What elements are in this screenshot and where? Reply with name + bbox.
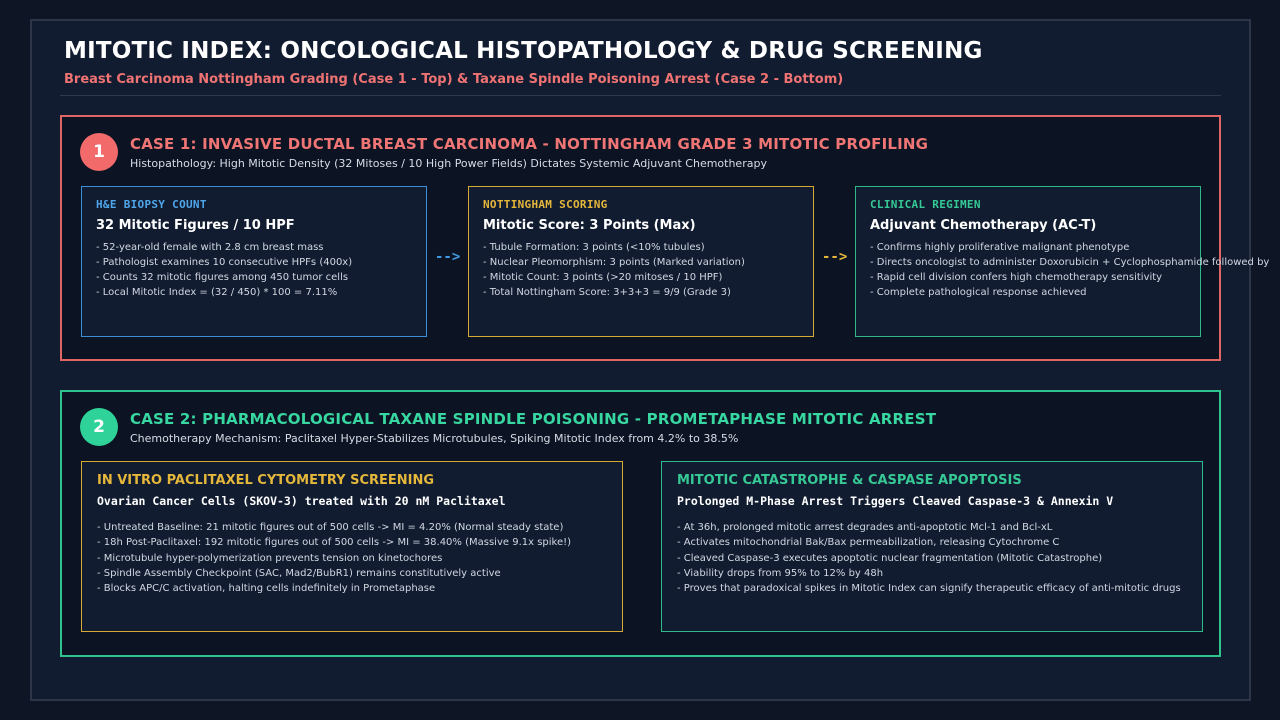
box-label: H&E BIOPSY COUNT [96,198,207,211]
list-item: - Local Mitotic Index = (32 / 450) * 100 = 7.11% [96,287,338,298]
list-item: - Viability drops from 95% to 12% by 48h [677,567,884,579]
flow-arrow-1: --> [435,249,461,265]
box-bullets [96,240,412,300]
box-heading: Mitotic Score: 3 Points (Max) [483,218,696,233]
list-item: - Spindle Assembly Checkpoint (SAC, Mad2/BubR1) remains constitutively active [97,567,501,579]
box-label: CLINICAL REGIMEN [870,198,981,211]
list-item: - Confirms highly proliferative malignant phenotype [870,242,1130,253]
list-item: - Counts 32 mitotic figures among 450 tumor cells [96,272,349,283]
box-title: MITOTIC CATASTROPHE & CASPASE APOPTOSIS [677,473,1022,488]
case-1-title: CASE 1: INVASIVE DUCTAL BREAST CARCINOMA - NOTTINGHAM GRADE 3 MITOTIC PROFILING [130,135,929,153]
list-item: - Proves that paradoxical spikes in Mitotic Index can signify therapeutic efficacy of anti-mitotic drugs [677,583,1181,595]
list-item: - Mitotic Count: 3 points (>20 mitoses / 10 HPF) [483,272,723,283]
page-subtitle: Breast Carcinoma Nottingham Grading (Case 1 - Top) & Taxane Spindle Poisoning Arrest (Case 2 - Bottom) [64,72,844,87]
case-1-number-badge: 1 [80,133,118,171]
case-2-subtitle: Chemotherapy Mechanism: Paclitaxel Hyper-Stabilizes Microtubules, Spiking Mitotic Index from 4.2% to 38.5% [130,432,739,445]
box-bullets [97,520,607,596]
list-item: - Microtubule hyper-polymerization prevents tension on kinetochores [97,552,443,564]
list-item: - Total Nottingham Score: 3+3+3 = 9/9 (Grade 3) [483,287,731,298]
list-item: - Blocks APC/C activation, halting cells indefinitely in Prometaphase [97,583,436,595]
list-item: - 52-year-old female with 2.8 cm breast mass [96,242,324,253]
box-bullets [677,520,1187,596]
box-mono-heading: Prolonged M-Phase Arrest Triggers Cleaved Caspase-3 & Annexin V [677,494,1114,508]
case-1-subtitle: Histopathology: High Mitotic Density (32 Mitoses / 10 High Power Fields) Dictates Systemic Adjuvant Chemotherapy [130,157,767,170]
box-bullets [870,240,1270,300]
box-heading: Adjuvant Chemotherapy (AC-T) [870,218,1097,233]
list-item: - Nuclear Pleomorphism: 3 points (Marked variation) [483,257,745,268]
case-2-panel [60,390,1221,657]
box-label: NOTTINGHAM SCORING [483,198,608,211]
nottingham-scoring-box [468,186,814,337]
case-2-title: CASE 2: PHARMACOLOGICAL TAXANE SPINDLE POISONING - PROMETAPHASE MITOTIC ARREST [130,410,937,428]
list-item: - Rapid cell division confers high chemotherapy sensitivity [870,272,1163,283]
list-item: - Pathologist examines 10 consecutive HPFs (400x) [96,257,353,268]
list-item: - Directs oncologist to administer Doxorubicin + Cyclophosphamide followed by [870,257,1270,268]
box-bullets [483,240,799,300]
box-mono-heading: Ovarian Cancer Cells (SKOV-3) treated with 20 nM Paclitaxel [97,494,506,508]
list-item: - Tubule Formation: 3 points (<10% tubules) [483,242,705,253]
list-item: - Activates mitochondrial Bak/Bax permeabilization, releasing Cytochrome C [677,537,1060,549]
list-item: - At 36h, prolonged mitotic arrest degrades anti-apoptotic Mcl-1 and Bcl-xL [677,522,1053,533]
biopsy-count-box [81,186,427,337]
box-title: IN VITRO PACLITAXEL CYTOMETRY SCREENING [97,473,435,488]
apoptosis-box [661,461,1203,632]
case-1-panel [60,115,1270,361]
page-title: MITOTIC INDEX: ONCOLOGICAL HISTOPATHOLOGY & DRUG SCREENING [64,38,983,64]
list-item: - 18h Post-Paclitaxel: 192 mitotic figures out of 500 cells -> MI = 38.40% (Massive 9.1x spike!) [97,537,572,549]
paclitaxel-screening-box [81,461,623,632]
box-heading: 32 Mitotic Figures / 10 HPF [96,218,295,233]
list-item: - Complete pathological response achieved [870,287,1087,298]
list-item: - Untreated Baseline: 21 mitotic figures out of 500 cells -> MI = 4.20% (Normal steady state) [97,522,564,533]
flow-arrow-2: --> [822,249,848,265]
clinical-regimen-box [855,186,1270,337]
header-divider [60,95,1221,96]
case-2-number-badge: 2 [80,408,118,446]
list-item: - Cleaved Caspase-3 executes apoptotic nuclear fragmentation (Mitotic Catastrophe) [677,552,1103,564]
